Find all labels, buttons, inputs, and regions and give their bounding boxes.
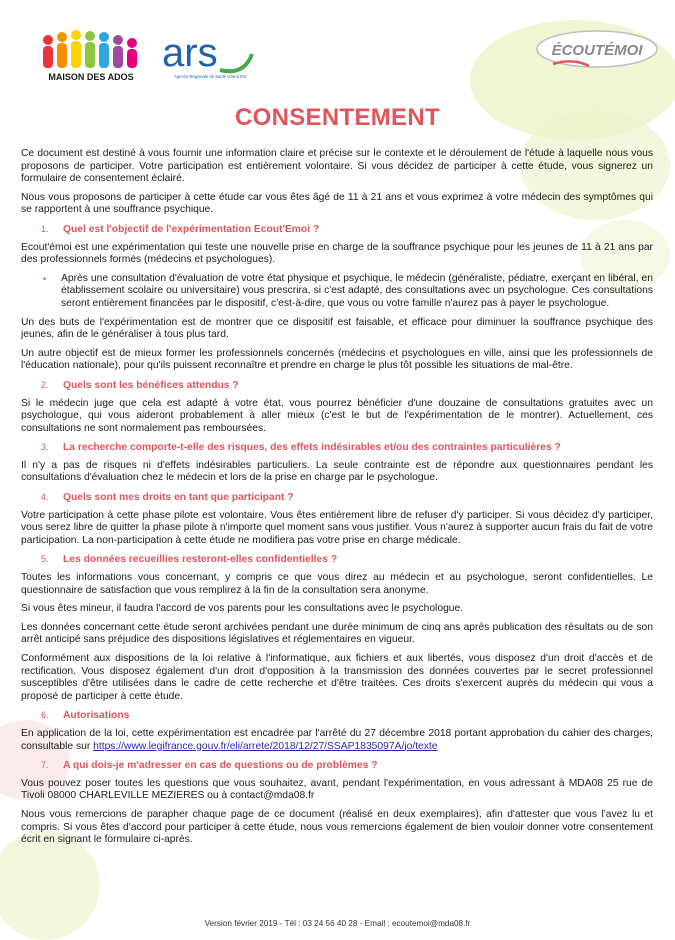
header: [0, 0, 675, 100]
section-title: A qui dois-je m'adresser en cas de questions ou de problèmes ?: [63, 760, 378, 772]
authorization-text: En application de la loi, cette expérimentation est encadrée par l'arrêté du 27 décembre 2018 portant approbation du cahier des charges, consultable sur: [21, 727, 653, 752]
section-heading-1: [21, 223, 653, 237]
section-paragraph: Nous vous remercions de parapher chaque page de ce document (réalisé en deux exemplaires), afin d'attester que vous l'avez lu et compris. Si vous êtes d'accord pour participer à cette étude, nous vous remercions également de bien vouloir donner votre consentement écrit en signant le formulaire ci-après.: [21, 808, 653, 846]
section-number: 6.: [41, 710, 49, 721]
section-title: Quels sont les bénéfices attendus ?: [63, 379, 239, 391]
ars-logo: [160, 30, 256, 90]
section-number: 3.: [41, 442, 49, 453]
section-title: Les données recueillies resteront-elles confidentielles ?: [63, 554, 338, 566]
section-number: 2.: [41, 379, 49, 390]
section-paragraph: Si vous êtes mineur, il faudra l'accord de vos parents pour les consultations avec le psychologue.: [21, 603, 464, 615]
section-number: 5.: [41, 554, 49, 565]
section-paragraph: Si le médecin juge que cela est adapté à votre état, vous pourrez bénéficier d'une douzaine de consultations gratuites avec un psychologue, qui vous aideront probablement à aller mieux (c'est le but de l'expérimentation de le montrer). Actuellement, ces consultations ne sont normalement pas remboursées.: [21, 397, 653, 434]
page-footer: Version février 2019 - Tél : 03 24 56 40 28 - Email : ecoutemoi@mda08.fr: [204, 919, 471, 928]
ecoutemoi-logo: [533, 28, 661, 70]
intro-paragraph: Ce document est destiné à vous fournir une information claire et précise sur le contexte et le déroulement de l'étude à laquelle nous vous proposons de participer. Votre participation est entièrement volontaire. Si vous décidez de participer à cette étude, vous signerez un formulaire de consentement éclairé.: [21, 148, 653, 185]
bullet-item: [21, 273, 653, 311]
section-paragraph: Toutes les informations vous concernant, y compris ce que vous direz au médecin et au psychologue, seront confidentielles. Le questionnaire de satisfaction que vous remplirez à la fin de la consultation sera anonyme.: [21, 572, 653, 596]
section-number: 4.: [41, 492, 49, 503]
section-number: 1.: [41, 223, 49, 234]
section-paragraph: Vous pouvez poser toutes les questions que vous souhaitez, avant, pendant l'expérimentation, en vous adressant à MDA08 25 rue de Tivoli 08000 CHARLEVILLE MEZIERES ou à contact@mda08.fr: [21, 777, 653, 802]
section-heading-3: [21, 441, 653, 455]
intro-paragraph: Nous vous proposons de participer à cette étude car vous êtes âgé de 11 à 21 ans et vous exprimez à votre médecin des symptômes qui se rapportent à une souffrance psychique.: [21, 191, 653, 216]
section-paragraph: Un des buts de l'expérimentation est de montrer que ce dispositif est faisable, et efficace pour diminuer la souffrance psychique des jeunes, afin de le généraliser à tous plus tard.: [21, 316, 653, 341]
authorization-paragraph: [21, 728, 653, 753]
section-heading-2: [21, 379, 653, 393]
section-paragraph: Les données concernant cette étude seront archivées pendant une durée minimum de cinq ans après publication des résultats ou de son arrêt anticipé sans préjudice des dispositions législatives et réglementaires en vigueur.: [21, 621, 653, 646]
section-title: Quel est l'objectif de l'expérimentation Ecout'Emoi ?: [63, 223, 320, 235]
maison-des-ados-logo: [28, 28, 156, 90]
section-title: La recherche comporte-t-elle des risques, des effets indésirables et/ou des contraintes particulières ?: [63, 442, 561, 454]
legifrance-link[interactable]: https://www.legifrance.gouv.fr/eli/arrete/2018/12/27/SSAP1835097A/jo/texte: [93, 740, 438, 752]
section-paragraph: Ecout'émoi est une expérimentation qui teste une nouvelle prise en charge de la souffrance psychique pour les jeunes de 11 à 21 ans par des professionnels formés (médecins et psychologues).: [21, 241, 653, 266]
document-body: [21, 148, 653, 853]
section-paragraph: Conformément aux dispositions de la loi relative à l'informatique, aux fichiers et aux libertés, vous disposez d'un droit d'accès et de rectification. Vous disposez également d'un droit d'opposition à la transmission des données couvertes par le secret professionnel susceptibles d'être utilisées dans le cadre de cette recherche et d'être traitées. Ces droits s'exercent auprès du médecin qui vous a proposé de participer à cette étude.: [21, 653, 653, 702]
section-paragraph: Il n'y a pas de risques ni d'effets indésirables particuliers. La seule contrainte est de répondre aux questionnaires pendant les consultations d'évaluation chez le médecin et lors de la prise en charge par le psychologue.: [21, 459, 653, 484]
section-heading-5: [21, 553, 653, 567]
ars-logo-text: ars: [162, 31, 218, 75]
section-paragraph: Votre participation à cette phase pilote est volontaire. Vous êtes entièrement libre de refuser d'y participer. Si vous décidez d'y participer, vous serez libre de quitter la phase pilote à n'importe quel moment sans vous justifier. Vous n'aurez à supporter aucun frais du fait de votre participation. La non-participation à cette étude ne modifiera pas votre prise en charge médicale.: [21, 509, 653, 546]
bullet-text: Après une consultation d'évaluation de votre état physique et psychique, le médecin (généraliste, pédiatre, exerçant en libéral, en établissement scolaire ou universitaire) vous prescrira, si c'est adapté, des consultations avec un psychologue. Ces consultations seront entièrement financées par le dispositif, c'est-à-dire, que vous ou votre famille n'aurez pas à payer le psychologue.: [61, 272, 653, 309]
page-title: CONSENTEMENT: [235, 104, 440, 131]
section-title: Autorisations: [63, 710, 130, 722]
section-heading-7: [21, 759, 653, 773]
section-heading-6: [21, 709, 653, 723]
ars-logo-subtitle: Agence Régionale de Santé Grand Est: [174, 74, 247, 79]
bullet-icon: •: [43, 273, 47, 284]
section-title: Quels sont mes droits en tant que participant ?: [63, 492, 294, 504]
ecoutemoi-logo-text: ÉCOUTÉMOI: [551, 42, 643, 59]
section-paragraph: Un autre objectif est de mieux former les professionnels concernés (médecins et psychologues en ville, ainsi que les professionnels de l'éducation nationale), pour qu'ils puissent reconnaître et prendre en charge le plus tôt possible les situations de mal-être.: [21, 347, 653, 372]
section-number: 7.: [41, 760, 49, 771]
section-heading-4: [21, 491, 653, 505]
maison-des-ados-logo-text: MAISON DES ADOS: [48, 72, 134, 82]
